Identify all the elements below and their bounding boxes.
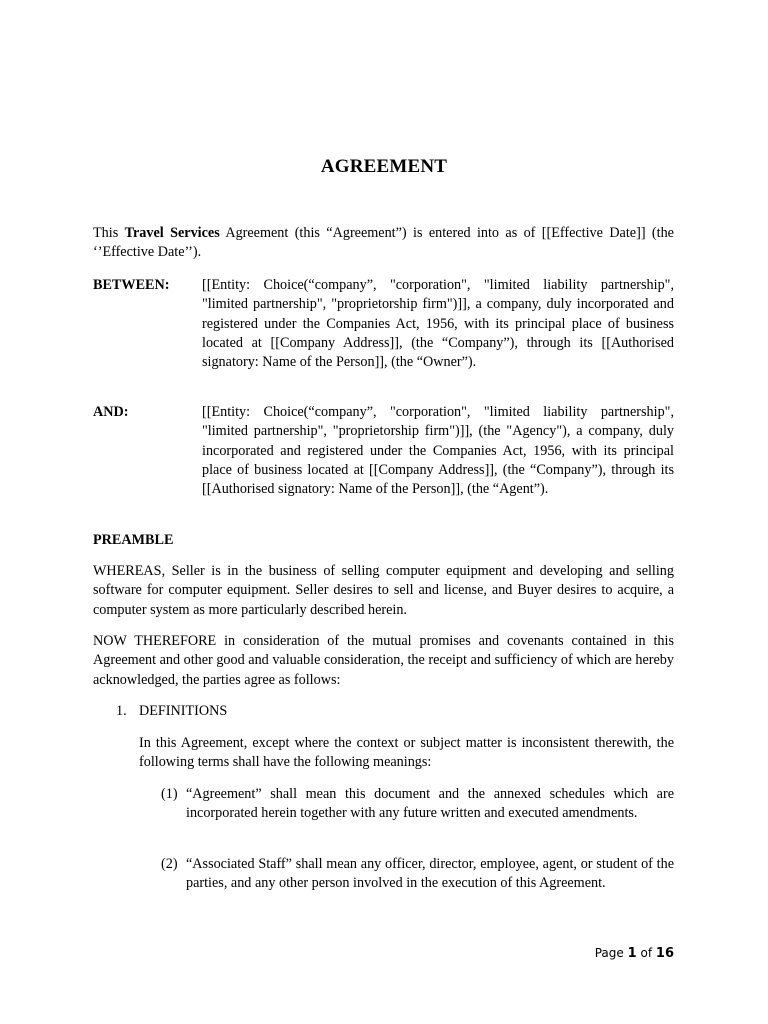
- page-footer: [595, 946, 674, 961]
- section-heading: DEFINITIONS: [139, 703, 228, 719]
- intro-bold-service: Travel Services: [124, 225, 220, 241]
- definitions-intro: In this Agreement, except where the context or subject matter is inconsistent therewith, the following terms shall have the following meanings:: [139, 735, 674, 771]
- now-therefore-paragraph: NOW THEREFORE in consideration of the mutual promises and covenants contained in this Agreement and other good and valuable consideration, the receipt and sufficiency of which are hereby acknowledged, the parties agree as follows:: [93, 633, 674, 688]
- current-page-number: 1: [627, 946, 637, 961]
- intro-paragraph: [93, 224, 674, 263]
- and-label: AND:: [93, 404, 129, 420]
- and-text: [[Entity: Choice(“company”, "corporation", "limited liability partnership", "limited partnership", "proprietorship firm")]], (the "Agency"), a company, duly incorporated and registered under the Companies Act, 1956, with its principal place of business located at [[Company Address]], (the “Company”), through its [[Authorised signatory: Name of the Person]], (the “Agent”).: [202, 404, 674, 498]
- definition-item-number: (1): [161, 786, 178, 802]
- total-page-count: 16: [655, 946, 674, 961]
- section-number: 1.: [116, 703, 127, 719]
- definition-item-text: “Agreement” shall mean this document and the annexed schedules which are incorporated herein together with any future written and executed amendments.: [186, 786, 674, 822]
- document-title: AGREEMENT: [320, 156, 448, 177]
- preamble-heading: PREAMBLE: [93, 532, 174, 548]
- definition-item-number: (2): [161, 856, 178, 872]
- between-text: [[Entity: Choice(“company”, "corporation", "limited liability partnership", "limited partnership", "proprietorship firm")]], a company, duly incorporated and registered under the Companies Act, 1956, with its principal place of business located at [[Company Address]], (the “Company”), through its [[Authorised signatory: Name of the Person]], (the “Owner”).: [202, 277, 674, 371]
- definition-item-text: “Associated Staff” shall mean any officer, director, employee, agent, or student of the parties, and any other person involved in the execution of this Agreement.: [186, 856, 674, 892]
- whereas-paragraph: WHEREAS, Seller is in the business of selling computer equipment and developing and selling software for computer equipment. Seller desires to sell and license, and Buyer desires to acquire, a computer system as more particularly described herein.: [93, 563, 674, 618]
- between-label: BETWEEN:: [93, 277, 170, 293]
- of-word: of: [640, 946, 653, 960]
- intro-pre: This: [93, 225, 125, 241]
- intro-post: Agreement (this “Agreement”) is entered into as of [[Effective Date]] (the ‘’Effective Date’’).: [93, 225, 674, 261]
- page-word: Page: [594, 946, 624, 960]
